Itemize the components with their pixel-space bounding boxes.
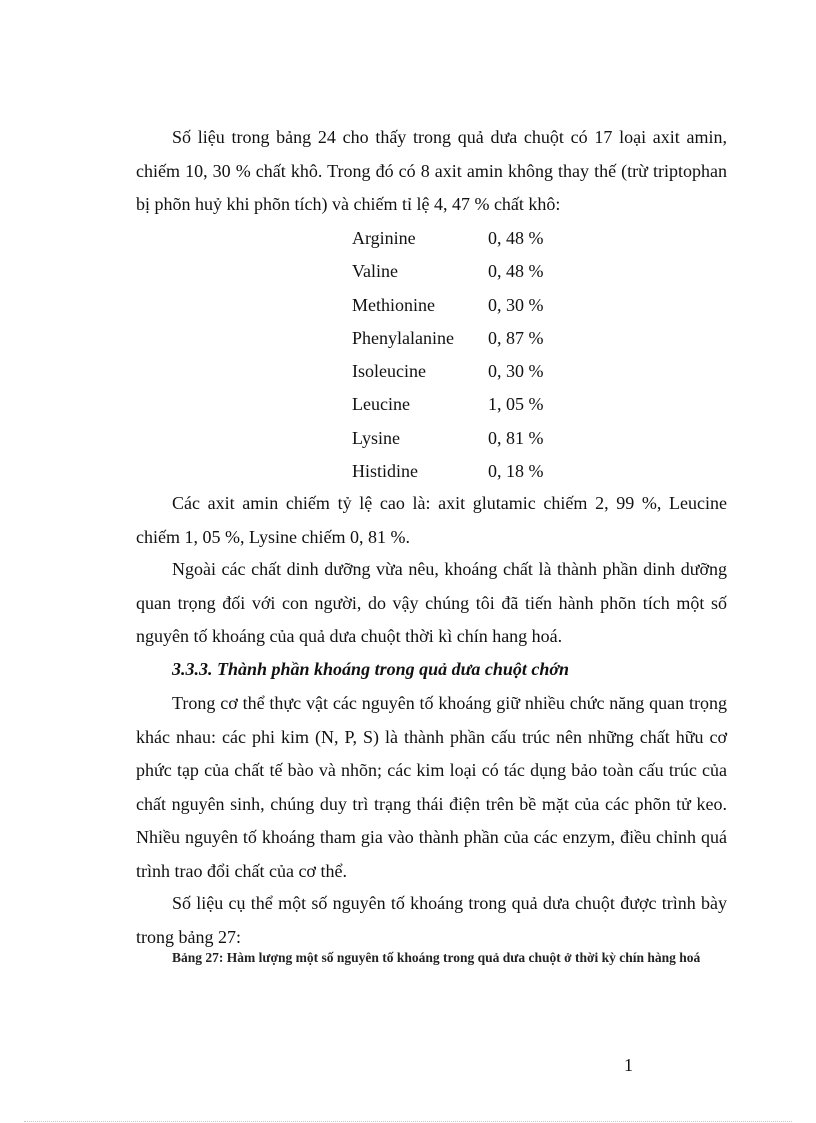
amino-acid-name: Methionine — [352, 294, 435, 315]
paragraph-amino-acid-summary: Số liệu trong bảng 24 cho thấy trong quả dưa chuột có 17 loại axit amin, chiếm 10, 30 % chất khô. Trong đó có 8 axit amin không thay thế (trừ triptophan bị phõn huỷ khi phõn tích) và chiếm tỉ lệ 4, 47 % chất khô: — [136, 127, 727, 214]
amino-acid-row — [352, 255, 592, 288]
amino-acid-row — [352, 455, 592, 488]
amino-acid-value: 0, 18 % — [488, 461, 544, 482]
amino-acid-row — [352, 322, 592, 355]
amino-acid-value: 0, 30 % — [488, 294, 544, 315]
paragraph-high-ratio-amino-acids: Các axit amin chiếm tỷ lệ cao là: axit glutamic chiếm 2, 99 %, Leucine chiếm 1, 05 %, Lysine chiếm 0, 81 %. — [136, 493, 727, 547]
amino-acid-row — [352, 289, 592, 322]
amino-acid-value: 0, 81 % — [488, 427, 544, 448]
amino-acid-name: Isoleucine — [352, 361, 426, 382]
amino-acid-name: Valine — [352, 261, 398, 282]
page-number: 1 — [624, 1055, 633, 1075]
amino-acid-value: 0, 30 % — [488, 361, 544, 382]
amino-acid-name: Lysine — [352, 427, 400, 448]
paragraph-mineral-functions: Trong cơ thể thực vật các nguyên tố khoáng giữ nhiều chức năng quan trọng khác nhau: các phi kim (N, P, S) là thành phần cấu trúc nên những chất hữu cơ phức tạp của chất tế bào và nhõn; các kim loại có tác dụng bảo toàn cấu trúc của chất nguyên sinh, chúng duy trì trạng thái điện trên bề mặt của các phõn tử keo. Nhiều nguyên tố khoáng tham gia vào thành phần của các enzym, điều chỉnh quá trình trao đổi chất của cơ thể. — [136, 693, 727, 881]
amino-acid-row — [352, 388, 592, 421]
amino-acid-value: 1, 05 % — [488, 394, 544, 415]
amino-acid-name: Arginine — [352, 228, 416, 248]
amino-acid-row — [352, 355, 592, 388]
paragraph-table-reference: Số liệu cụ thể một số nguyên tố khoáng trong quả dưa chuột được trình bày trong bảng 27: — [136, 893, 727, 947]
amino-acid-list — [352, 222, 592, 488]
amino-acid-value: 0, 48 % — [488, 261, 544, 282]
paragraph-mineral-intro: Ngoài các chất dinh dưỡng vừa nêu, khoáng chất là thành phần dinh dưỡng quan trọng đối với con người, do vậy chúng tôi đã tiến hành phõn tích một số nguyên tố khoáng của quả dưa chuột thời kì chín hang hoá. — [136, 559, 727, 646]
section-heading: 3.3.3. Thành phần khoáng trong quả dưa chuột chớn — [172, 659, 570, 679]
amino-acid-name: Leucine — [352, 394, 410, 415]
amino-acid-name: Phenylalanine — [352, 327, 454, 348]
amino-acid-row — [352, 222, 592, 255]
table-caption: Bảng 27: Hàm lượng một số nguyên tố khoáng trong quả dưa chuột ở thời kỳ chín hàng hoá — [172, 950, 701, 965]
amino-acid-value: 0, 48 % — [488, 228, 544, 248]
amino-acid-row — [352, 422, 592, 455]
amino-acid-value: 0, 87 % — [488, 327, 544, 348]
amino-acid-name: Histidine — [352, 461, 418, 482]
footer-divider — [24, 1121, 792, 1122]
